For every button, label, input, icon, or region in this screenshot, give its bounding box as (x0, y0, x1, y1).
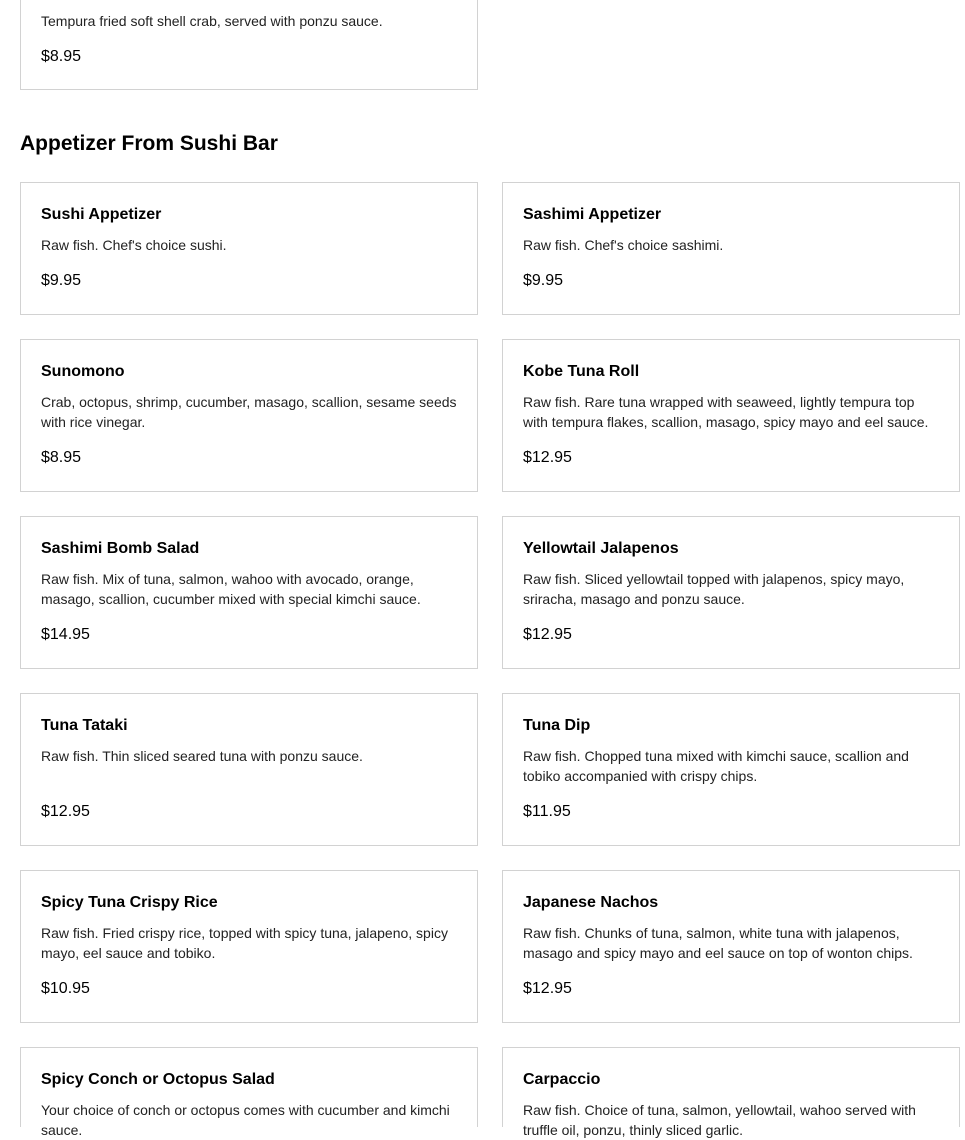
menu-item-description: Raw fish. Mix of tuna, salmon, wahoo with avocado, orange, masago, scallion, cucumber mixed with special kimchi sauce. (41, 571, 421, 607)
menu-item-name: Sashimi Appetizer (523, 206, 662, 223)
menu-item-name: Sushi Appetizer (41, 206, 162, 223)
menu-item-card[interactable] (20, 693, 478, 846)
menu-item-name: Kobe Tuna Roll (523, 363, 640, 380)
menu-item-card[interactable] (502, 182, 960, 315)
menu-item-card[interactable] (502, 516, 960, 669)
menu-item-price: $11.95 (523, 803, 571, 820)
menu-item-name: Japanese Nachos (523, 894, 659, 911)
menu-item-name: Spicy Tuna Crispy Rice (41, 894, 218, 911)
menu-item-card[interactable] (20, 339, 478, 492)
menu-item-card[interactable] (502, 339, 960, 492)
menu-item-name: Tuna Tataki (41, 717, 128, 734)
menu-item-price: $10.95 (41, 980, 90, 997)
menu-item-description: Tempura fried soft shell crab, served with ponzu sauce. (41, 13, 383, 29)
menu-item-card[interactable] (20, 1047, 478, 1138)
menu-item-price: $12.95 (523, 449, 572, 466)
menu-item-price: $12.95 (41, 803, 90, 820)
menu-item-card[interactable] (502, 1047, 960, 1138)
menu-item-price: $12.95 (523, 626, 572, 643)
menu-item-card[interactable] (502, 870, 960, 1023)
menu-item-description: Raw fish. Sliced yellowtail topped with jalapenos, spicy mayo, sriracha, masago and ponzu sauce. (523, 571, 905, 607)
menu-item-name: Tuna Dip (523, 717, 591, 734)
menu-item-price: $8.95 (41, 449, 82, 466)
menu-item-description: Raw fish. Choice of tuna, salmon, yellowtail, wahoo served with truffle oil, ponzu, thinly sliced garlic. (523, 1102, 916, 1138)
menu-item-description: Raw fish. Chunks of tuna, salmon, white tuna with jalapenos, masago and spicy mayo and eel sauce on top of wonton chips. (523, 925, 913, 961)
menu-item-name: Carpaccio (523, 1071, 601, 1088)
menu-item-card[interactable] (502, 693, 960, 846)
menu-item-card[interactable] (20, 516, 478, 669)
menu-item-description: Raw fish. Chopped tuna mixed with kimchi sauce, scallion and tobiko accompanied with crispy chips. (523, 748, 909, 784)
menu-item-price: $9.95 (41, 272, 82, 289)
menu-item-name: Sunomono (41, 363, 125, 380)
menu-item-description: Raw fish. Rare tuna wrapped with seaweed, lightly tempura top with tempura flakes, scallion, masago, spicy mayo and eel sauce. (523, 394, 929, 430)
menu-item-name: Sashimi Bomb Salad (41, 540, 200, 557)
menu-item-name: Yellowtail Jalapenos (523, 540, 679, 557)
menu-item-card[interactable] (20, 870, 478, 1023)
menu-item-price: $9.95 (523, 272, 564, 289)
menu-item-description: Raw fish. Chef's choice sushi. (41, 237, 227, 253)
menu-item-description: Raw fish. Chef's choice sashimi. (523, 237, 724, 253)
menu-item-description: Raw fish. Fried crispy rice, topped with spicy tuna, jalapeno, spicy mayo, eel sauce and tobiko. (41, 925, 448, 961)
menu-item-price: $8.95 (41, 48, 82, 65)
menu-item-name: Spicy Conch or Octopus Salad (41, 1071, 275, 1088)
menu-item-card[interactable] (20, 182, 478, 315)
section-title: Appetizer From Sushi Bar (20, 132, 278, 155)
menu-item-description: Your choice of conch or octopus comes with cucumber and kimchi sauce. (41, 1102, 450, 1138)
menu-item-description: Raw fish. Thin sliced seared tuna with ponzu sauce. (41, 748, 363, 764)
menu-item-card[interactable] (20, 0, 478, 90)
menu-item-price: $14.95 (41, 626, 90, 643)
menu-item-description: Crab, octopus, shrimp, cucumber, masago, scallion, sesame seeds with rice vinegar. (41, 394, 457, 430)
menu-item-price: $12.95 (523, 980, 572, 997)
